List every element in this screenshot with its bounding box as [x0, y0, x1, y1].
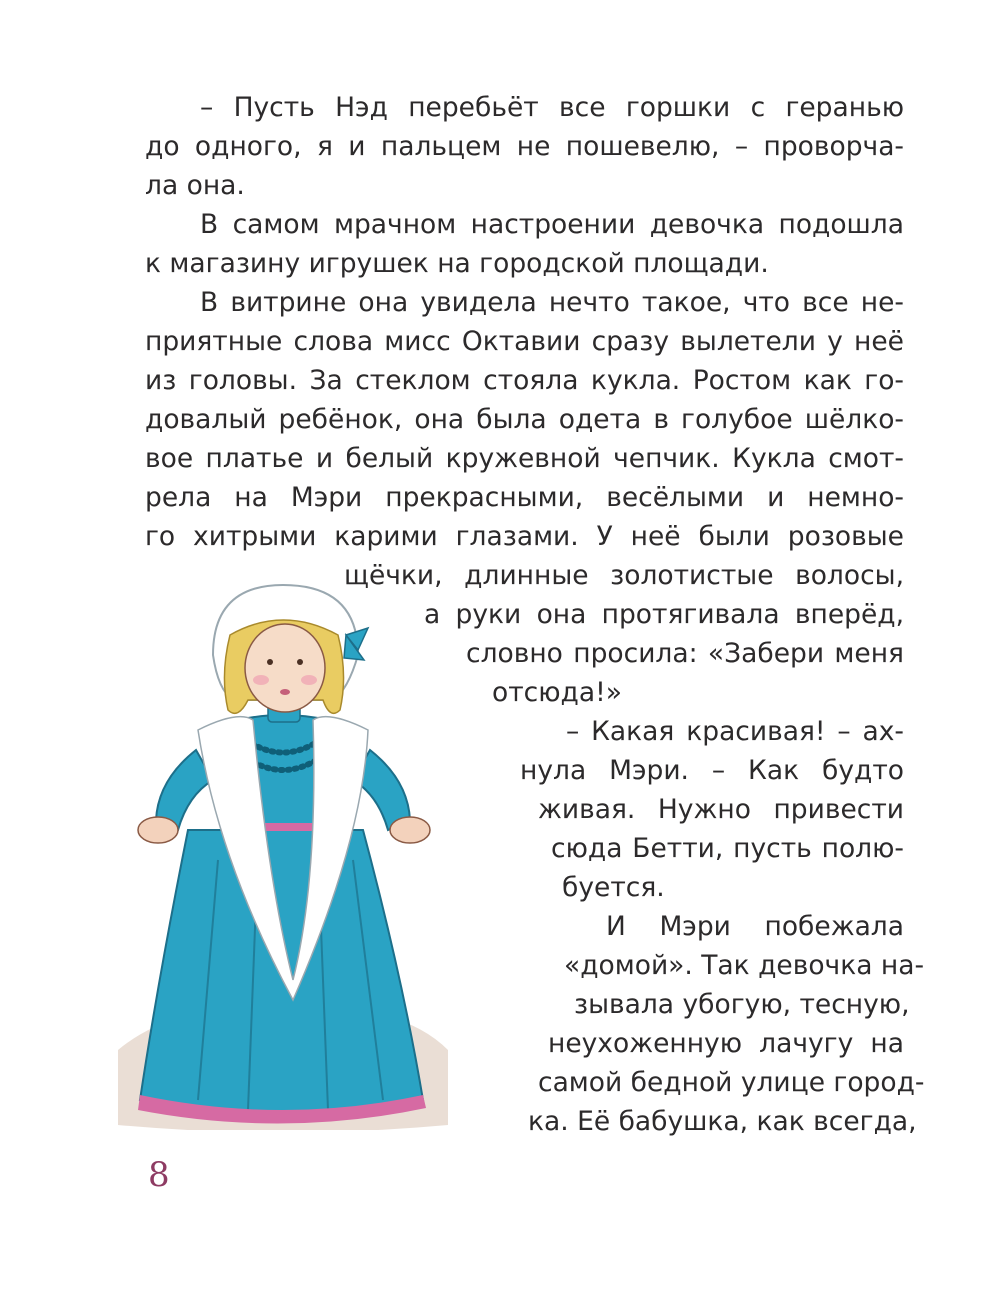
text-line: «домой». Так девочка на-: [564, 950, 925, 981]
text-line: к магазину игрушек на городской площади.: [145, 248, 769, 279]
text-line: самой бедной улице город-: [538, 1067, 925, 1098]
text-line: приятные слова мисс Октавии сразу вылетели у неё: [145, 326, 904, 357]
text-line: отсюда!»: [492, 677, 622, 708]
text-line: рела на Мэри прекрасными, весёлыми и немно-: [145, 482, 904, 513]
text-line: сюда Бетти, пусть полю-: [551, 833, 904, 864]
text-line: И Мэри побежала: [606, 911, 904, 942]
text-line: до одного, я и пальцем не пошевелю, – проворча-: [145, 131, 904, 162]
text-line: словно просила: «Забери меня: [466, 638, 904, 669]
text-line: щёчки, длинные золотистые волосы,: [344, 560, 904, 591]
text-line: довалый ребёнок, она была одета в голубое шёлко-: [145, 404, 904, 435]
text-line: ла она.: [145, 170, 245, 201]
text-line: а руки она протягивала вперёд,: [424, 599, 904, 630]
left-hand: [138, 817, 178, 843]
text-line: зывала убогую, тесную,: [574, 989, 910, 1020]
text-line: ка. Её бабушка, как всегда,: [528, 1106, 917, 1137]
text-line: неухоженную лачугу на: [548, 1028, 904, 1059]
text-line: – Какая красивая! – ах-: [566, 716, 904, 747]
text-line: живая. Нужно привести: [538, 794, 904, 825]
page-number: 8: [148, 1155, 170, 1195]
text-line: буется.: [562, 872, 665, 903]
text-line: из головы. За стеклом стояла кукла. Ростом как го-: [145, 365, 904, 396]
text-line: – Пусть Нэд перебьёт все горшки с геранью: [200, 92, 904, 123]
doll-illustration: [118, 580, 448, 1130]
text-line: го хитрыми карими глазами. У неё были розовые: [145, 521, 904, 552]
text-line: В витрине она увидела нечто такое, что все не-: [200, 287, 904, 318]
text-line: В самом мрачном настроении девочка подошла: [200, 209, 904, 240]
doll-face: [245, 624, 325, 712]
text-line: нула Мэри. – Как будто: [520, 755, 904, 786]
text-line: вое платье и белый кружевной чепчик. Кукла смот-: [145, 443, 904, 474]
right-hand: [390, 817, 430, 843]
